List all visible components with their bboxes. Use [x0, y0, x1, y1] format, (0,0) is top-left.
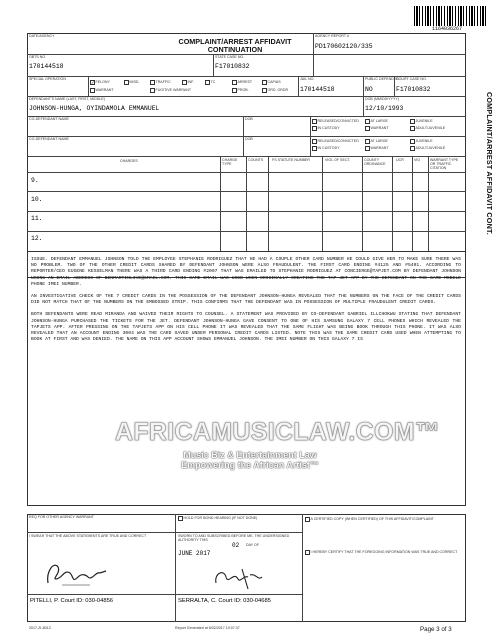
- public-defender-value: NO: [365, 86, 373, 93]
- ucr-header: UCR: [396, 158, 404, 162]
- sworn-day: 02: [232, 542, 240, 549]
- codef1-dob-label: DOB: [245, 117, 253, 121]
- cb-felony[interactable]: ✓FELONY: [90, 80, 110, 85]
- charge-row-9: 9.: [31, 177, 39, 184]
- narrative-p2: AN INVESTIGATIVE CHECK OF THE 7 CREDIT CARDS IN THE POSSESSION OF THE DEFENDANT JOHNSON-HUNGA REVEALED THAT THE NUMBERS ON THE FACE OF THE CREDIT CARDS DID NOT MATCH THAT OF THE NUMBERS ON THE EMBOSSED STRIP. THIS CONFIRMS THAT THE DEFENDANT WAS IN POSSESSION OF MULTIPLE FRAUDULENT CREDIT CARDS.: [31, 294, 461, 306]
- defendant-name-label: DEFENDANT'S NAME (LAST, FIRST, MIDDLE): [29, 97, 105, 101]
- form-title: [165, 38, 305, 55]
- narrative-p1: ISSUE. DEFENDANT EMMANUEL JOHNSON TOLD THE EMPLOYEE STEPHANIE RODRIGUEZ THAT HE HAD A COUPLE OTHER CARD NUMBER HE COULD GIVE HER TO MAKE SURE THERE WAS NO PROBLEM. TWO OF THE OTHER CREDIT CARDS SHARED BY DEFENDANT JOHNSON WERE ALSO FRAUDULENT. THE FIRST CARD ENDING #4125 AND #5401. ACCORDING TO REPORTER/CEO EUGENE KESSELMAN THERE WAS A THIRD CARD ENDING #2007 THAT WAS EMAILED TO STEPHANIE RODRIGUEZ AT CONCIERGE@TAPJET.COM BY DEFENDANT JOHNSON USING AN EMAIL ADDRESS OF BENMARTINLIVE@GMAIL.COM. THIS SAME EMAIL WAS USED WHEN ORIGINALLY CREATING THE TAP JET APP BY THE DEFENDANT ON THE SAME MOBILE PHONE IMEI NUMBER.: [31, 257, 461, 287]
- warrant-type-header: WARRANT TYPE OR TRAFFIC CITATION: [430, 158, 459, 170]
- defendant-name-value: JOHNSON-HUNGA, OYINDAMOLA EMMANUEL: [29, 105, 160, 112]
- swear-label: I SWEAR THAT THE ABOVE STATEMENTS ARE TRUE AND CORRECT: [29, 534, 147, 538]
- cb-traffic[interactable]: TRAFFIC: [150, 80, 171, 85]
- form-title-line2: CONTINUATION: [207, 45, 263, 55]
- sworn-label: SWORN TO AND SUBSCRIBED BEFORE ME, THE UNDERSIGNED AUTHORITY THIS: [178, 534, 290, 542]
- cb-ord[interactable]: ORD. ORDR: [262, 88, 288, 93]
- cb-capias[interactable]: CAPIAS: [262, 80, 281, 85]
- charge-row-10: 10.: [31, 196, 43, 203]
- codef1-opt-released[interactable]: RELEASED/CONVICTED: [312, 119, 359, 124]
- cb-prob[interactable]: PROB.: [232, 88, 249, 93]
- codef1-opt-adult[interactable]: ADULT/JUVENILE: [410, 126, 445, 131]
- sworn-day-suffix: DAY OF: [246, 543, 260, 547]
- officer-serralta: SERRALTA, C. Court ID: 030-04685: [178, 598, 271, 604]
- sworn-month: JUNE 2017: [178, 550, 211, 557]
- codef1-opt-custody[interactable]: IN CUSTODY: [312, 126, 340, 131]
- dob-label: DOB (MM/DD/YYYY): [365, 97, 399, 101]
- watermark: [115, 418, 441, 470]
- special-op-label: SPECIAL OPERATION: [29, 77, 66, 81]
- report-generated: Report Generated at 6/02/2017 10:07:37: [175, 626, 240, 630]
- watermark-site: AFRICAMUSICLAW.COM™: [115, 418, 441, 446]
- cb-inf[interactable]: INF.: [182, 80, 194, 85]
- signature-serralta: [212, 563, 272, 593]
- watermark-line1: Music Biz & Entertainment Law: [183, 450, 317, 460]
- side-title: COMPLAINT/ARREST AFFIDAVIT CONT.: [485, 92, 494, 235]
- state-case-label: STATE CASE NO.: [215, 55, 245, 59]
- fs-statute-header: FS STATUTE NUMBER: [272, 158, 311, 162]
- watermark-line2: Empowering the African Artist™: [181, 460, 319, 470]
- codef2-opt-released[interactable]: RELEASED/CONVICTED: [312, 139, 359, 144]
- cb-misd[interactable]: MISD.: [124, 80, 139, 85]
- certify-line1[interactable]: A CERTIFIED COPY (WHEN CERTIFIED) OF THIS AFFIDAVIT/COMPLAINT: [305, 517, 463, 522]
- vio-header: VIO: [414, 158, 421, 162]
- agency-report-value: PD170602120/335: [315, 43, 373, 50]
- page-number: Page 3 of 3: [420, 626, 452, 633]
- obts-label: OBTS NO.: [29, 55, 47, 59]
- codef2-dob-label: DOB: [245, 137, 253, 141]
- court-case-label: COURT CASE NO.: [396, 77, 427, 81]
- codef1-opt-large[interactable]: AT LARGE: [365, 119, 388, 124]
- jail-label: JAIL NO.: [300, 77, 315, 81]
- form-title-line1: COMPLAINT/ARREST AFFIDAVIT: [178, 37, 292, 46]
- charge-type-header: CHARGE TYPE: [222, 158, 238, 166]
- form-id: 2017-ZI-8013: [29, 626, 51, 630]
- narrative-text: [31, 257, 461, 349]
- county-ord-header: COUNTY ORDINANCE: [364, 158, 386, 166]
- charge-row-12: 12.: [31, 235, 43, 242]
- cb-arrest[interactable]: ARREST: [232, 80, 252, 85]
- counts-header: COUNTS: [248, 158, 264, 162]
- codef2-label: CO-DEFENDANT NAME: [29, 137, 69, 141]
- cb-warrant[interactable]: WARRANT: [90, 88, 114, 93]
- hold-bond[interactable]: HOLD FOR BOND HEARING (IF NOT DONE): [178, 516, 257, 521]
- agency-label: DATE/AGENCY: [29, 34, 55, 38]
- codef2-opt-adult[interactable]: ADULT/JUVENILE: [410, 146, 445, 151]
- jail-value: 170144518: [300, 86, 335, 93]
- codef1-label: CO-DEFENDANT NAME: [29, 117, 69, 121]
- public-defender-label: PUBLIC DEFENDER: [365, 77, 399, 81]
- obts-value: 170144518: [29, 63, 64, 70]
- agency-report-label: AGENCY REPORT #: [315, 34, 349, 38]
- dob-value: 12/10/1993: [365, 105, 404, 112]
- signature-pitelli: [42, 555, 112, 591]
- court-case-value: F17010832: [396, 86, 431, 93]
- codef2-opt-juvenile[interactable]: JUVENILE: [410, 139, 433, 144]
- codef2-opt-warrant[interactable]: WARRANT: [365, 146, 389, 151]
- codef2-opt-large[interactable]: AT LARGE: [365, 139, 388, 144]
- certify-line2[interactable]: I HEREBY CERTIFY THAT THE FOREGOING INFORMATION WAS TRUE AND CORRECT: [305, 550, 463, 555]
- cb-fugitive[interactable]: FUGITIVE WARRANT: [150, 88, 191, 93]
- cb-tc[interactable]: TC: [205, 80, 215, 85]
- codef2-opt-custody[interactable]: IN CUSTODY: [312, 146, 340, 151]
- narrative-p3: BOTH DEFENDANTS WERE READ MIRANDA AND WAIVED THEIR RIGHTS TO COUNSEL. A STATEMENT WAS PROVIDED BY CO-DEFENDANT GABRIEL ILLCHOKWU STATING THAT DEFENDANT JOHNSON-HUNGA PURCHASED THE TICKETS FOR THE JET. DEFENDANT JOHNSON-HUNGA GAVE CONSENT TO ONE OF HIS SAMSUNG GALAXY 7 CELL PHONES WHICH REVEALED THE TAPJETS APP. AFTER PRESSING ON THE TAPJETS APP ON HIS CELL PHONE IT WAS REVEALED THAT THE SAME FLIGHT WAS BEING BOOK THROUGH THIS PHONE. IT WAS ALSO REVEALED THAT AN ACCOUNT ENDING 3004 WAS THE CARD SAVED UNDER PERSONAL CREDIT CARDS LISTED. NOTE THIS WAS THE SAME CREDIT CARD USED WHEN ATTEMPTING TO BOOK AT FIRST AND WAS DENIED. THE NAME ON THIS APP ACCOUNT SHOWS EMMANUEL JOHNSON. THE IMEI NUMBER ON THIS GALAXY 7 IS: [31, 312, 461, 343]
- codef1-opt-juvenile[interactable]: JUVENILE: [410, 119, 433, 124]
- barcode-image: [414, 6, 486, 26]
- viol-sect-header: VIOL OF SECT.: [325, 158, 351, 162]
- charge-row-11: 11.: [31, 215, 43, 222]
- officer-pitelli: PITELLI, P. Court ID: 030-04856: [30, 598, 114, 604]
- warrant-req-label: REQ FOR OTHER AGENCY WARRANT: [29, 515, 94, 519]
- barcode-number: 1164036267: [432, 26, 463, 32]
- codef1-opt-warrant[interactable]: WARRANT: [365, 126, 389, 131]
- charges-header: CHARGES: [120, 159, 138, 163]
- state-case-value: F17010832: [215, 63, 250, 70]
